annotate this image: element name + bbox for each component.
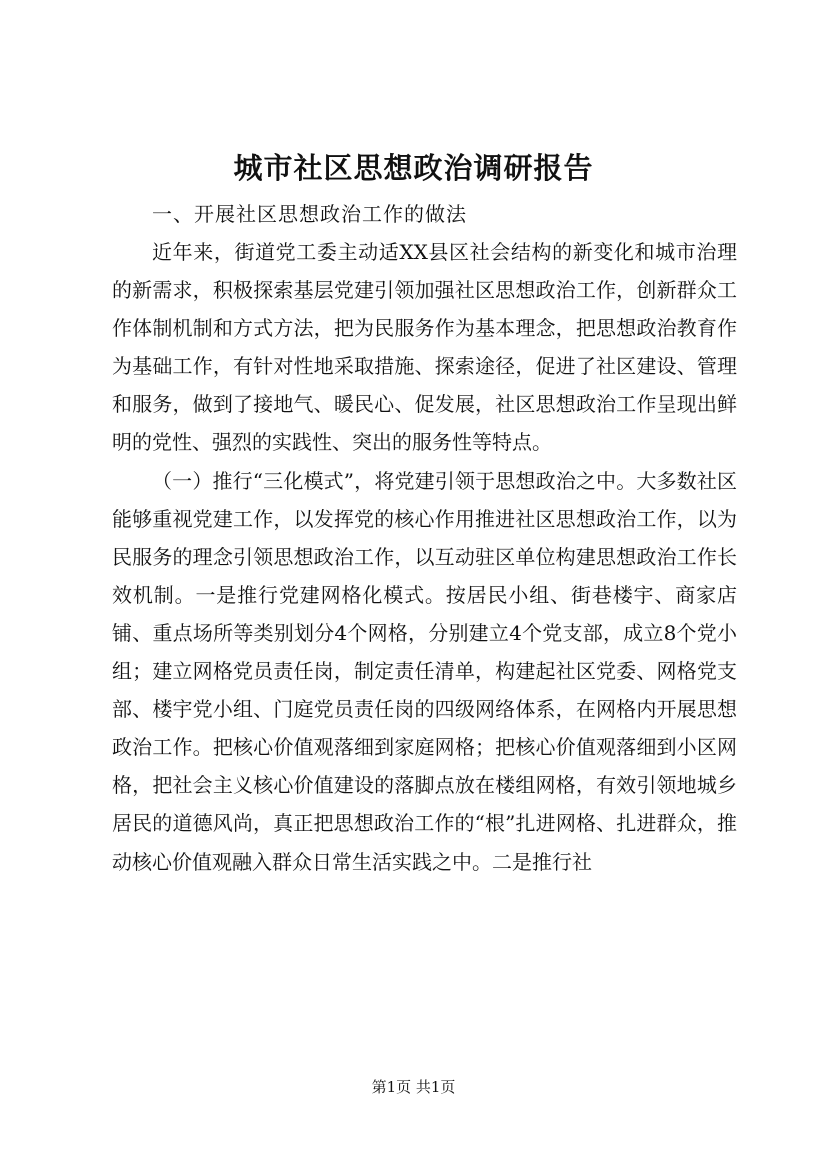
page-footer: 第1页 共1页	[371, 1078, 456, 1096]
section-heading: 一、开展社区思想政治工作的做法	[152, 202, 467, 226]
paragraph-three-modes: （一）推行“三化模式”，将党建引领于思想政治之中。大多数社区能够重视党建工作，以发挥党的核心作用推进社区思想政治工作，以为民服务的理念引领思想政治工作，以互动驻区单位构建思想政治工作长效机制。一是推行党建网格化模式。按居民小组、街巷楼宇、商家店铺、重点场所等类别划分4个网格，分别建立4个党支部，成立8个党小组；建立网格党员责任岗，制定责任清单，构建起社区党委、网格党支部、楼宇党小组、门庭党员责任岗的四级网络体系，在网格内开展思想政治工作。把核心价值观落细到家庭网格；把核心价值观落细到小区网格，把社会主义核心价值建设的落脚点放在楼组网格，有效引领地城乡居民的道德风尚，真正把思想政治工作的“根”扎进网格、扎进群众，推动核心价值观融入群众日常生活实践之中。二是推行社	[112, 468, 737, 874]
document-body	[112, 195, 737, 881]
document-title: 城市社区思想政治调研报告	[233, 151, 594, 185]
paragraph-intro: 近年来，街道党工委主动适XX县区社会结构的新变化和城市治理的新需求，积极探索基层党建引领加强社区思想政治工作，创新群众工作体制机制和方式方法，把为民服务作为基本理念，把思想政治教育作为基础工作，有针对性地采取措施、探索途径，促进了社区建设、管理和服务，做到了接地气、暖民心、促发展，社区思想政治工作呈现出鲜明的党性、强烈的实践性、突出的服务性等特点。	[112, 240, 737, 455]
